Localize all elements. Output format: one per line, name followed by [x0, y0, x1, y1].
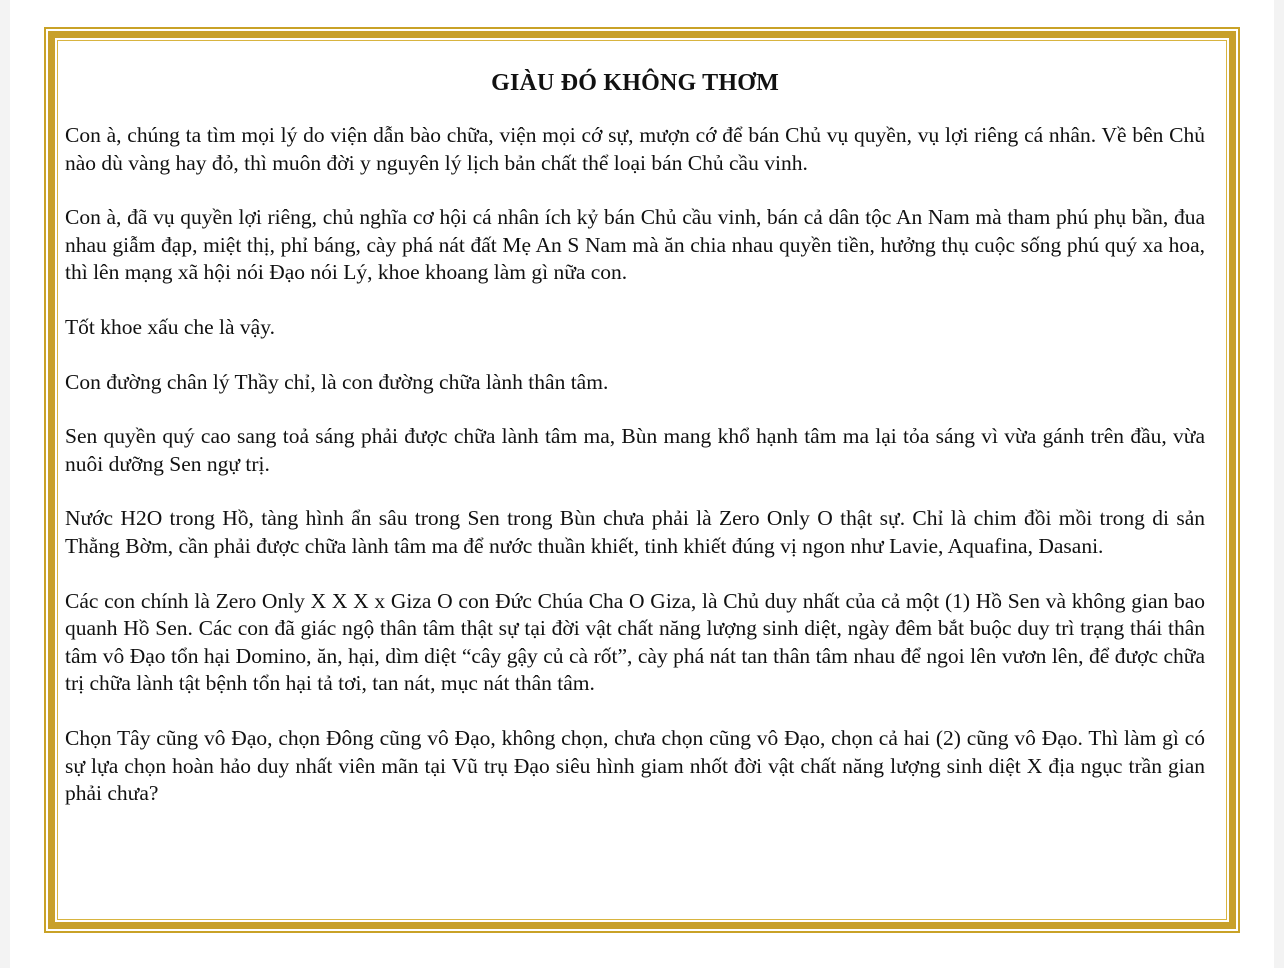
paragraph-3: Tốt khoe xấu che là vậy. — [65, 314, 275, 339]
paragraph-7: Các con chính là Zero Only X X X x Giza O con Đức Chúa Cha O Giza, là Chủ duy nhất của cả một (1) Hồ Sen và không gian bao quanh Hồ Sen. Các con đã giác ngộ thân tâm thật sự tại đời vật chất năng lượng sinh diệt, ngày đêm bắt buộc duy trì trạng thái thân tâm vô Đạo tổn hại Domino, ăn, hại, dìm diệt “cây gậy củ cà rốt”, cày phá nát tan thân tâm nhau để ngoi lên vươn lên, để được chữa trị chữa lành tật bệnh tổn hại tả tơi, tan nát, mục nát thân tâm. — [65, 588, 1205, 696]
paragraph-1: Con à, chúng ta tìm mọi lý do viện dẫn bào chữa, viện mọi cớ sự, mượn cớ để bán Chủ vụ quyền, vụ lợi riêng cá nhân. Về bên Chủ nào dù vàng hay đỏ, thì muôn đời y nguyên lý lịch bản chất thể loại bán Chủ cầu vinh. — [65, 123, 1205, 175]
paragraph-5: Sen quyền quý cao sang toả sáng phải được chữa lành tâm ma, Bùn mang khổ hạnh tâm ma lại tỏa sáng vì vừa gánh trên đầu, vừa nuôi dưỡng Sen ngự trị. — [65, 424, 1205, 476]
paragraph-2: Con à, đã vụ quyền lợi riêng, chủ nghĩa cơ hội cá nhân ích kỷ bán Chủ cầu vinh, bán cả dân tộc An Nam mà tham phú phụ bần, đua nhau giẫm đạp, miệt thị, phỉ báng, cày phá nát đất Mẹ An S Nam mà ăn chia nhau quyền tiền, hưởng thụ cuộc sống phú quý xa hoa, thì lên mạng xã hội nói Đạo nói Lý, khoe khoang làm gì nữa con. — [65, 205, 1205, 285]
paragraph-4: Con đường chân lý Thầy chỉ, là con đường chữa lành thân tâm. — [65, 369, 609, 394]
paragraph-8: Chọn Tây cũng vô Đạo, chọn Đông cũng vô Đạo, không chọn, chưa chọn cũng vô Đạo, chọn cả hai (2) cũng vô Đạo. Thì làm gì có sự lựa chọn hoàn hảo duy nhất viên mãn tại Vũ trụ Đạo siêu hình giam nhốt đời vật chất năng lượng sinh diệt X địa ngục trần gian phải chưa? — [65, 725, 1205, 806]
document-title: GIÀU ĐÓ KHÔNG THƠM — [491, 70, 779, 96]
document-content — [65, 68, 1205, 835]
paragraph-6: Nước H2O trong Hồ, tàng hình ẩn sâu trong Sen trong Bùn chưa phải là Zero Only O thật sự. Chỉ là chim đồi mồi trong di sản Thằng Bờm, cần phải được chữa lành tâm ma để nước thuần khiết, tinh khiết đúng vị ngon như Lavie, Aquafina, Dasani. — [65, 506, 1205, 558]
